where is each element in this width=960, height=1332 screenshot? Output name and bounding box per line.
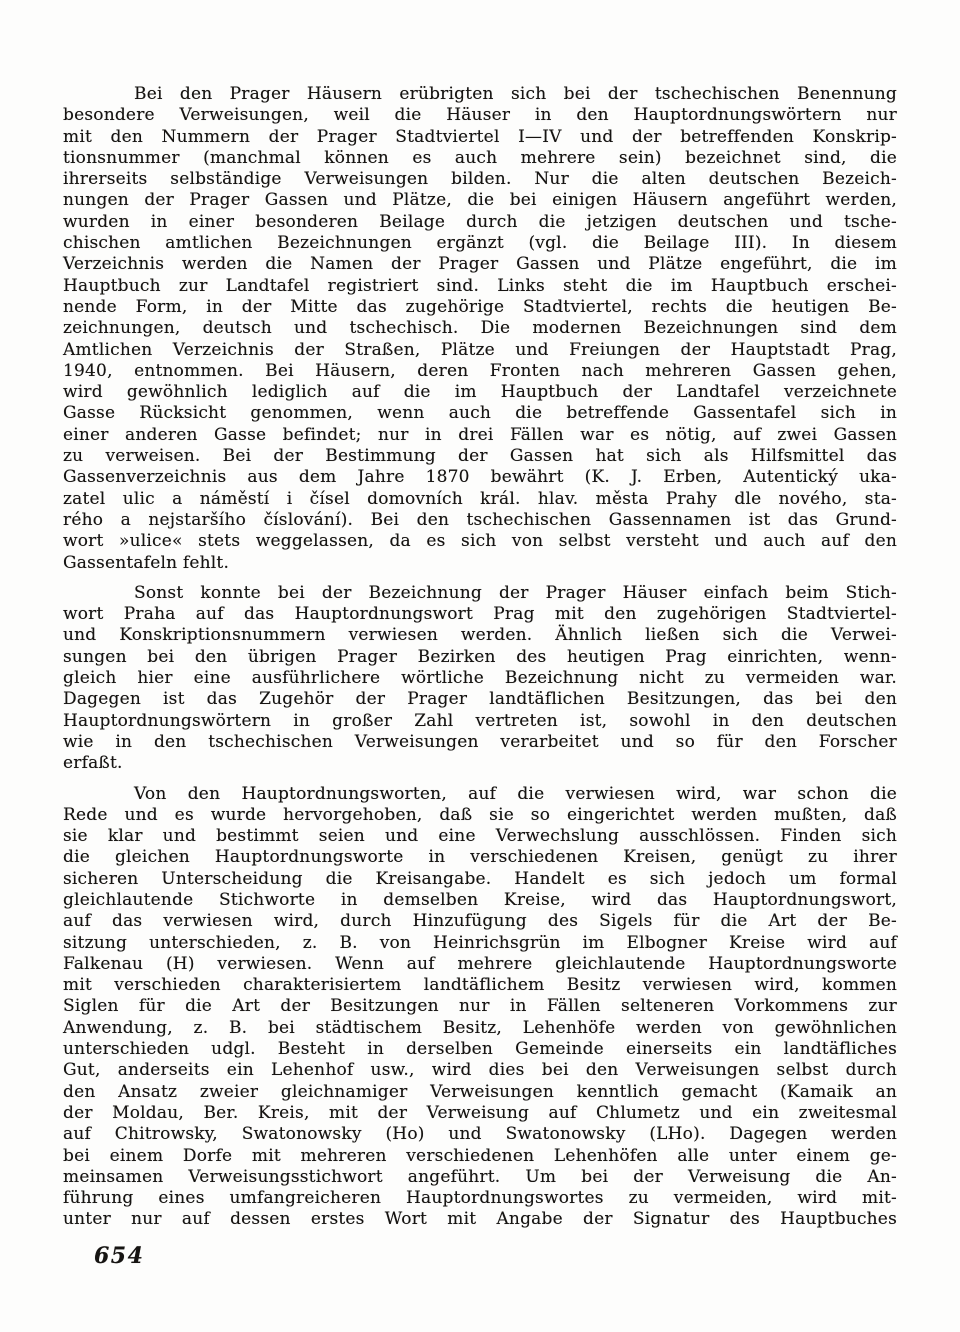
text-line: den Ansatz zweier gleichnamiger Verweisungen kenntlich gemacht (Kamaik an [63,1081,897,1102]
text-line: nungen der Prager Gassen und Plätze, die bei einigen Häusern angeführt werden, [63,190,897,211]
text-line: Falkenau (H) verwiesen. Wenn auf mehrere gleichlautende Hauptordnungsworte [63,953,897,974]
text-line: zu verweisen. Bei der Bestimmung der Gassen hat sich als Hilfsmittel das [63,446,897,467]
text-line: der Moldau, Ber. Kreis, mit der Verweisung auf Chlumetz und ein zweitesmal [63,1102,897,1123]
text-line: auf das verwiesen wird, durch Hinzufügung des Sigels für die Art der Be- [63,911,897,932]
text-line: chischen amtlichen Bezeichnungen ergänzt (vgl. die Beilage III). In diesem [63,233,897,254]
text-line: gleichlautende Stichworte in demselben Kreise, wird das Hauptordnungswort, [63,889,897,910]
text-line: Rede und es wurde hervorgehoben, daß sie so eingerichtet werden mußten, daß [63,804,897,825]
text-line: unter nur auf dessen erstes Wort mit Angabe der Signatur des Hauptbuches [63,1209,897,1230]
text-line: sie klar und bestimmt seien und eine Verwechslung ausschlössen. Finden sich [63,826,897,847]
text-line: Bei den Prager Häusern erübrigten sich bei der tschechischen Benennung [134,84,897,104]
text-line: einer anderen Gasse befindet; nur in drei Fällen war es nötig, auf zwei Gassen [63,424,897,445]
text-line: wird gewöhnlich lediglich auf die im Hauptbuch der Landtafel verzeichnete [63,382,897,403]
text-line: Gassenverzeichnis aus dem Jahre 1870 bewährt (K. J. Erben, Autentický uka- [63,467,897,488]
text-line: zeichnungen, deutsch und tschechisch. Die modernen Bezeichnungen sind dem [63,318,897,339]
text-line: Hauptordnungswörtern in großer Zahl vertreten ist, sowohl in den deutschen [63,710,897,731]
text-line: besondere Verweisungen, weil die Häuser in den Hauptordnungswörtern nur [63,105,897,126]
text-line: rého a nejstaršího číslování). Bei den tschechischen Gassennamen ist das Grund- [63,509,897,530]
text-line: Gut, anderseits ein Lehenhof usw., wird dies bei den Verweisungen selbst durch [63,1060,897,1081]
text-line: tionsnummer (manchmal können es auch mehrere sein) bezeichnet sind, die [63,147,897,168]
text-line: Von den Hauptordnungsworten, auf die verwiesen wird, war schon die [134,783,897,804]
text-line: führung eines umfangreicheren Hauptordnungswortes zu vermeiden, wird mit- [63,1188,897,1209]
text-line: sitzung unterschieden, z. B. von Heinrichsgrün im Elbogner Kreise wird auf [63,932,897,953]
text-line: bei einem Dorfe mit mehreren verschiedenen Lehenhöfen alle unter einem ge- [63,1145,897,1166]
page-number: 654 [94,1243,145,1269]
text-line: Sonst konnte bei der Bezeichnung der Prager Häuser einfach beim Stich- [134,582,897,603]
text-line: Siglen für die Art der Besitzungen nur in Fällen selteneren Vorkommens zur [63,996,897,1017]
text-line: die gleichen Hauptordnungsworte in verschiedenen Kreisen, genügt zu ihrer [63,847,897,868]
text-line: zatel ulic a náměstí i čísel domovních král. hlav. města Prahy dle nového, sta- [63,488,897,509]
text-line: unterschieden udgl. Besteht in derselben Gemeinde einerseits ein landtäfliches [63,1039,897,1060]
body-text [63,84,897,1231]
text-line: wie in den tschechischen Verweisungen verarbeitet und so für den Forscher [63,731,897,752]
text-line: mit verschieden charakterisiertem landtäflichem Besitz verwiesen wird, kommen [63,975,897,996]
text-line: gleich hier eine ausführlichere wörtliche Bezeichnung nicht zu vermeiden war. [63,668,897,689]
text-line: Dagegen ist das Zugehör der Prager landtäflichen Besitzungen, das bei den [63,689,897,710]
text-line: sicheren Unterscheidung die Kreisangabe. Handelt es sich jedoch um formal [63,868,897,889]
paragraph [63,784,897,1231]
text-line: meinsamen Verweisungsstichwort angeführt. Um bei der Verweisung die An- [63,1166,897,1187]
text-line: wort Praha auf das Hauptordnungswort Prag mit den zugehörigen Stadtviertel- [63,604,897,625]
text-line: auf Chitrowsky, Swatonowsky (Ho) und Swatonowsky (LHo). Dagegen werden [63,1124,897,1145]
text-line: Verzeichnis werden die Namen der Prager Gassen und Plätze engeführt, die im [63,254,897,275]
text-line: 1940, entnommen. Bei Häusern, deren Fronten nach mehreren Gassen gehen, [63,360,897,381]
text-line: wort »ulice« stets weggelassen, da es sich von selbst versteht und auch auf den [63,531,897,552]
text-line: Gassentafeln fehlt. [63,552,230,573]
text-line: mit den Nummern der Prager Stadtviertel I—IV und der betreffenden Konskrip- [63,126,897,147]
text-line: und Konskriptionsnummern verwiesen werden. Ähnlich ließen sich die Verwei- [63,625,897,646]
text-line: sungen bei den übrigen Prager Bezirken des heutigen Prag einrichten, wenn- [63,646,897,667]
text-line: wurden in einer besonderen Beilage durch die jetzigen deutschen und tsche- [63,211,897,232]
text-line: Gasse Rücksicht genommen, wenn auch die betreffende Gassentafel sich in [63,403,897,424]
text-line: ihrerseits selbständige Verweisungen bilden. Nur die alten deutschen Bezeich- [63,169,897,190]
paragraph [63,84,897,574]
text-line: Hauptbuch zur Landtafel registriert sind. Links steht die im Hauptbuch erschei- [63,275,897,296]
text-line: erfaßt. [63,753,123,774]
text-line: nende Form, in der Mitte das zugehörige Stadtviertel, rechts die heutigen Be- [63,296,897,317]
text-line: Amtlichen Verzeichnis der Straßen, Plätze und Freiungen der Hauptstadt Prag, [63,339,897,360]
text-line: Anwendung, z. B. bei städtischem Besitz, Lehenhöfe werden von gewöhnlichen [63,1017,897,1038]
paragraph [63,583,897,775]
